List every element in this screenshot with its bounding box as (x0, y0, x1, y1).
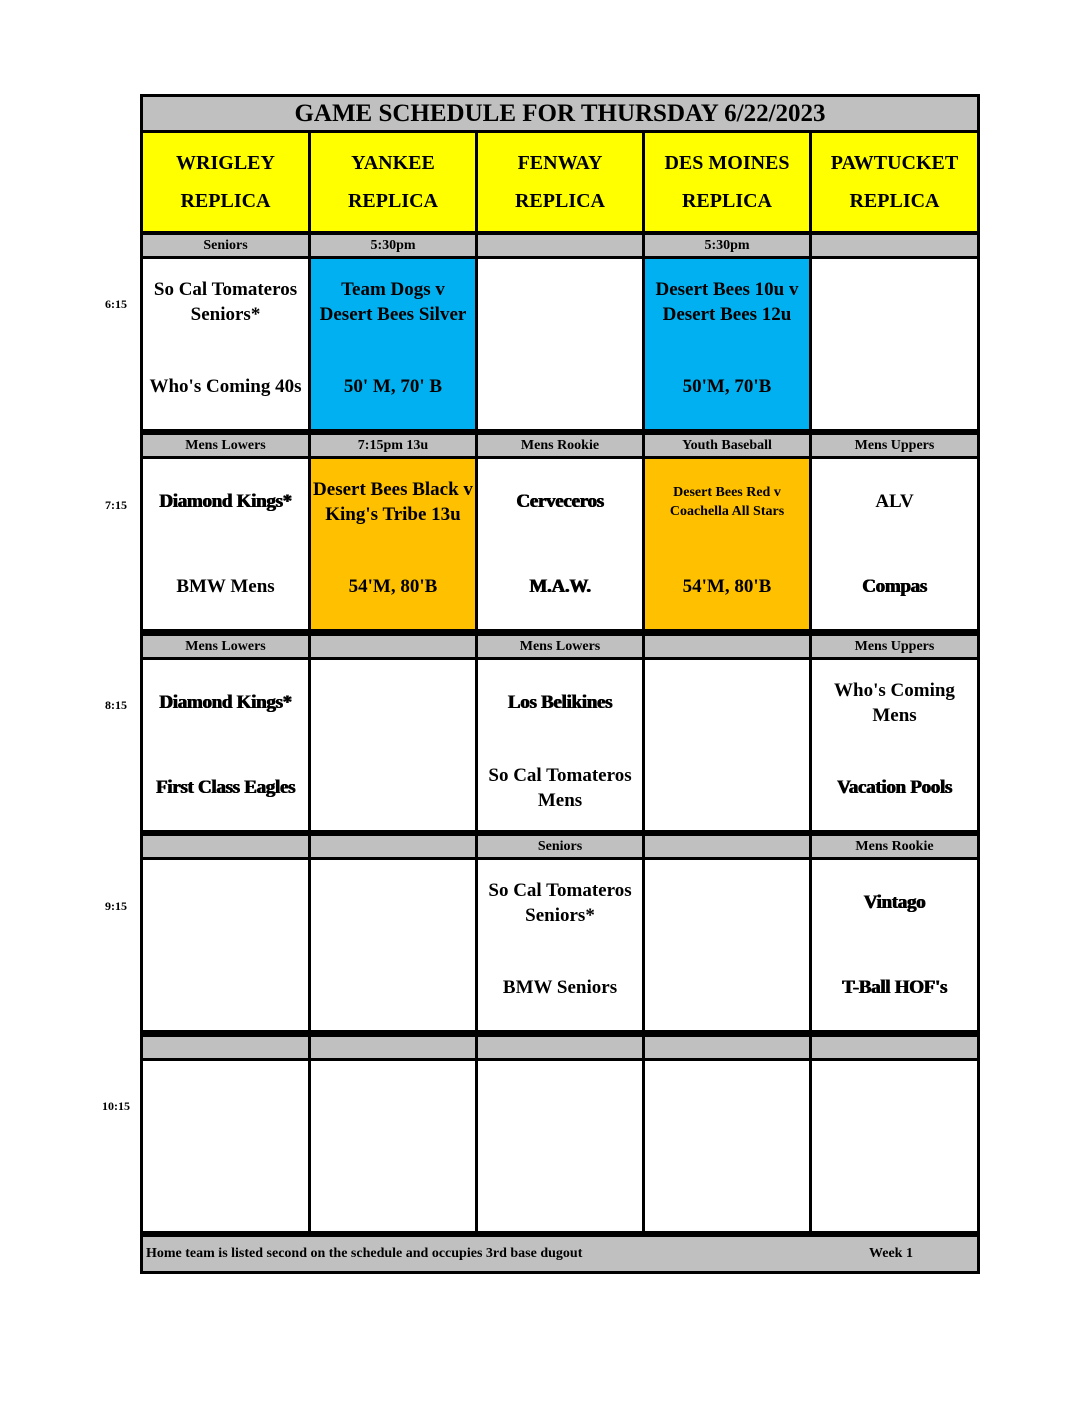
division-band: Seniors (478, 836, 642, 857)
game-cell (311, 459, 475, 629)
home-team: First Class Eagles (143, 745, 308, 830)
game-cell (645, 459, 809, 629)
game-cell (645, 1061, 809, 1231)
home-team (478, 1146, 642, 1231)
away-team: Diamond Kings* (143, 660, 308, 745)
game-cell (311, 860, 475, 1030)
home-team (311, 945, 475, 1030)
field-sub: REPLICA (180, 190, 271, 212)
home-team (143, 1146, 308, 1231)
game-cell (478, 459, 642, 629)
game-cell (311, 259, 475, 429)
division-band (812, 235, 977, 256)
away-team: Team Dogs v Desert Bees Silver (311, 259, 475, 344)
field-header-0 (143, 133, 308, 231)
away-team: So Cal Tomateros Seniors* (478, 860, 642, 945)
game-cell (812, 459, 977, 629)
game-cell (143, 660, 308, 830)
field-name: DES MOINES (664, 152, 790, 174)
time-label: 7:15 (105, 497, 127, 512)
time-label: 10:15 (102, 1099, 130, 1113)
home-team: 50'M, 70'B (645, 344, 809, 429)
division-band (143, 836, 308, 857)
away-team (143, 1061, 308, 1146)
game-cell (478, 860, 642, 1030)
away-team: Who's Coming Mens (812, 660, 977, 745)
time-label: 6:15 (105, 297, 127, 311)
away-team (812, 1061, 977, 1146)
home-team (645, 945, 809, 1030)
game-cell (143, 259, 308, 429)
field-name: FENWAY (517, 152, 603, 174)
home-team (645, 745, 809, 830)
away-team: Cerveceros (478, 459, 642, 544)
game-cell (645, 860, 809, 1030)
division-band: Mens Uppers (812, 435, 977, 456)
field-name: WRIGLEY (176, 152, 275, 174)
footer-bar (143, 1237, 977, 1271)
away-team (645, 860, 809, 945)
home-team: M.A.W. (478, 544, 642, 629)
game-cell (478, 259, 642, 429)
away-team: Desert Bees Black v King's Tribe 13u (311, 459, 475, 544)
game-cell (812, 1061, 977, 1231)
home-team: 54'M, 80'B (311, 544, 475, 629)
division-band: Mens Lowers (143, 636, 308, 657)
field-header-3 (645, 133, 809, 231)
home-team: T-Ball HOF's (812, 945, 977, 1030)
field-header-1 (311, 133, 475, 231)
away-team: Diamond Kings* (143, 459, 308, 544)
time-label: 8:15 (105, 698, 127, 712)
away-team: Desert Bees 10u v Desert Bees 12u (645, 259, 809, 344)
away-team (143, 860, 308, 945)
time-label: 9:15 (105, 898, 127, 913)
game-cell (645, 259, 809, 429)
field-sub: REPLICA (514, 190, 605, 212)
division-band (311, 836, 475, 857)
division-band (143, 1037, 308, 1058)
home-team: 50' M, 70' B (311, 344, 475, 429)
game-cell (143, 459, 308, 629)
game-cell (143, 1061, 308, 1231)
footer-week: Week 1 (869, 1246, 913, 1261)
game-cell (645, 660, 809, 830)
home-team: Vacation Pools (812, 745, 977, 830)
home-team: So Cal Tomateros Mens (478, 745, 642, 830)
home-team: Who's Coming 40s (143, 344, 308, 429)
division-band (645, 636, 809, 657)
away-team: Vintago (812, 860, 977, 945)
game-cell (812, 860, 977, 1030)
home-team: 54'M, 80'B (645, 544, 809, 629)
home-team (311, 745, 475, 830)
field-sub: REPLICA (681, 190, 772, 212)
away-team (311, 1061, 475, 1146)
away-team (812, 259, 977, 344)
away-team: Desert Bees Red v Coachella All Stars (645, 459, 809, 544)
away-team (478, 259, 642, 344)
home-team: Compas (812, 544, 977, 629)
field-name: YANKEE (351, 152, 435, 174)
away-team: ALV (812, 459, 977, 544)
division-band: Mens Lowers (478, 636, 642, 657)
home-team (478, 344, 642, 429)
away-team (478, 1061, 642, 1146)
field-sub: REPLICA (849, 190, 940, 212)
home-team (143, 945, 308, 1030)
division-band: Mens Uppers (812, 636, 977, 657)
game-cell (311, 1061, 475, 1231)
field-sub: REPLICA (347, 190, 438, 212)
schedule-table (140, 94, 980, 1274)
footer-note: Home team is listed second on the schedule and occupies 3rd base dugout (146, 1246, 583, 1261)
away-team (311, 860, 475, 945)
division-band (478, 235, 642, 256)
division-band (645, 836, 809, 857)
division-band: Mens Rookie (812, 836, 977, 857)
field-header-2 (478, 133, 642, 231)
game-cell (812, 660, 977, 830)
away-team (311, 660, 475, 745)
game-cell (478, 1061, 642, 1231)
away-team: So Cal Tomateros Seniors* (143, 259, 308, 344)
home-team: BMW Mens (143, 544, 308, 629)
field-header-4 (812, 133, 977, 231)
home-team (812, 344, 977, 429)
field-name: PAWTUCKET (830, 152, 959, 174)
schedule-title: GAME SCHEDULE FOR THURSDAY 6/22/2023 (143, 97, 977, 130)
away-team: Los Belikines (478, 660, 642, 745)
division-band: Seniors (143, 235, 308, 256)
home-team: BMW Seniors (478, 945, 642, 1030)
division-band: Mens Rookie (478, 435, 642, 456)
division-band: 5:30pm (311, 235, 475, 256)
division-band: Mens Lowers (143, 435, 308, 456)
game-cell (812, 259, 977, 429)
division-band (645, 1037, 809, 1058)
division-band (478, 1037, 642, 1058)
division-band (311, 1037, 475, 1058)
division-band (812, 1037, 977, 1058)
home-team (645, 1146, 809, 1231)
game-cell (478, 660, 642, 830)
away-team (645, 1061, 809, 1146)
game-cell (311, 660, 475, 830)
home-team (311, 1146, 475, 1231)
division-band: 5:30pm (645, 235, 809, 256)
away-team (645, 660, 809, 745)
division-band: 7:15pm 13u (311, 435, 475, 456)
game-cell (143, 860, 308, 1030)
home-team (812, 1146, 977, 1231)
division-band (311, 636, 475, 657)
division-band: Youth Baseball (645, 435, 809, 456)
